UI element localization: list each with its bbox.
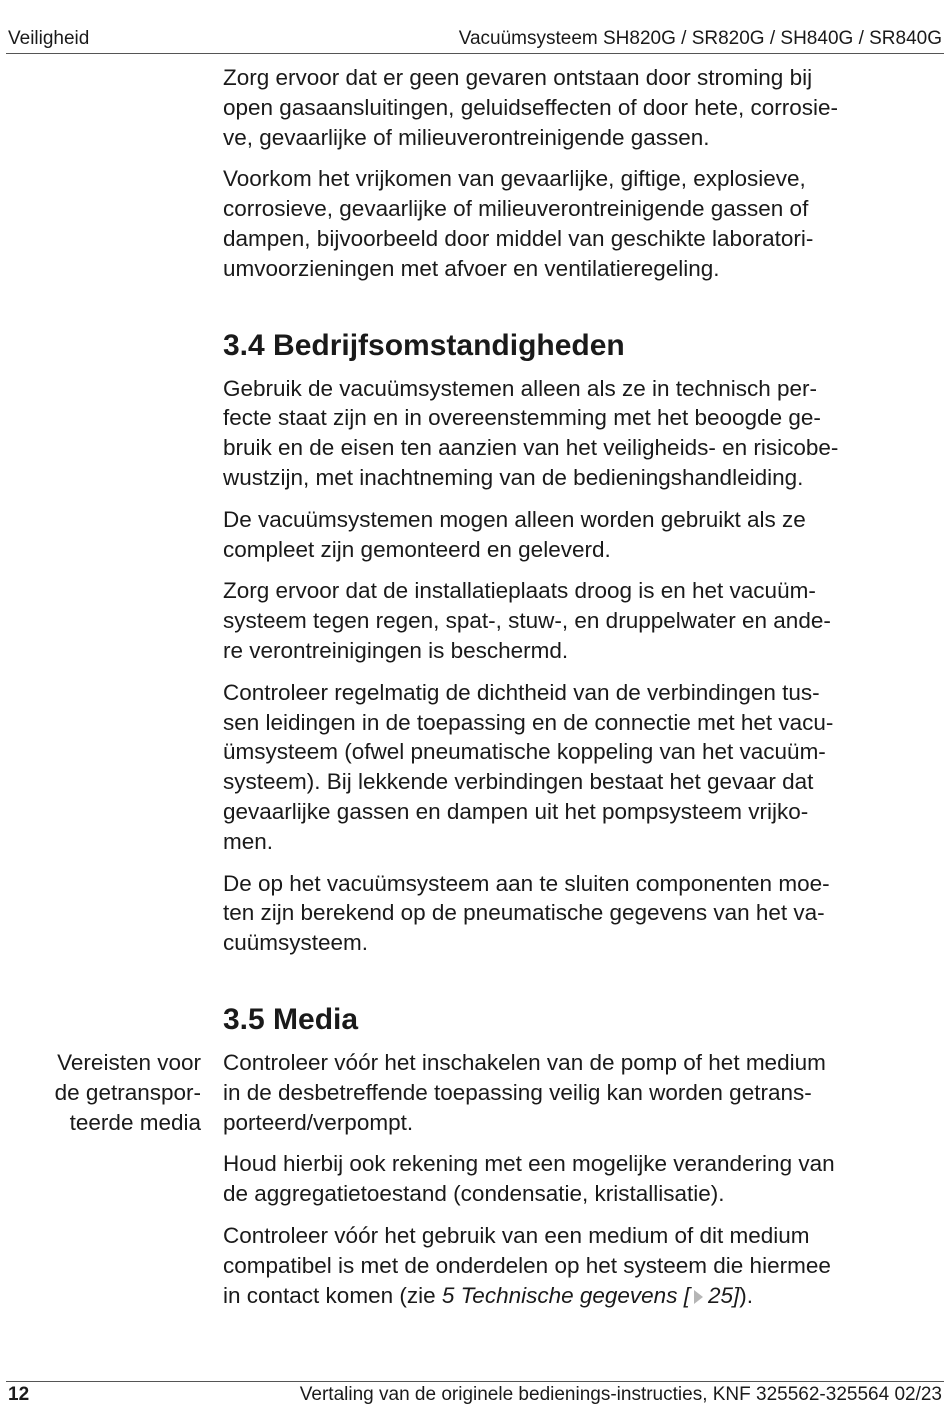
intro-paragraph: Voorkom het vrijkomen van gevaarlijke, giftige, explosieve, corrosieve, gevaarlijke of milieuverontreinigende gassen of dampen, bijvoorbeeld door middel van geschikte laboratori- umvoorzieningen met afvoer en ventilatieregeling. bbox=[223, 166, 814, 281]
page-content bbox=[223, 63, 935, 1322]
intro-paragraph: Zorg ervoor dat er geen gevaren ontstaan door stroming bij open gasaansluitingen, geluidseffecten of door hete, corrosie- ve, gevaarlijke of milieuverontreinigende gassen. bbox=[223, 65, 839, 150]
section-paragraph: Zorg ervoor dat de installatieplaats droog is en het vacuüm- systeem tegen regen, spat-, stuw-, en druppelwater en ande- re verontreinigingen is beschermd. bbox=[223, 578, 831, 663]
section-paragraph: Controleer regelmatig de dichtheid van de verbindingen tus- sen leidingen in de toepassing en de connectie met het vacu- ümsysteem (ofwel pneumatische koppeling van het vacuüm- systeem). Bij lekkende verbindingen bestaat het gevaar dat gevaarlijke gassen en dampen uit het pompsysteem vrijko- men. bbox=[223, 679, 834, 854]
page-arrow-icon bbox=[694, 1290, 703, 1304]
page-number: 12 bbox=[8, 1384, 30, 1405]
cross-reference-link[interactable]: 5 Technische gegevens [ 25] bbox=[441, 1282, 740, 1308]
section-heading-media: 3.5 Media bbox=[223, 1002, 359, 1036]
margin-note-media-requirements: Vereisten voor de getranspor- teerde media bbox=[54, 1050, 201, 1135]
section-paragraph: De vacuümsystemen mogen alleen worden gebruikt als ze compleet zijn gemonteerd en geleverd. bbox=[223, 506, 806, 562]
section-paragraph: Controleer vóór het gebruik van een medium of dit medium compatibel is met de onderdelen op het systeem die hiermee in contact komen (zie 5 Technische gegevens [ 25]). bbox=[223, 1222, 831, 1308]
section-heading-bedrijfsomstandigheden: 3.4 Bedrijfsomstandigheden bbox=[223, 328, 625, 362]
header-section-title: Veiligheid bbox=[8, 28, 90, 49]
footer-text: Vertaling van de originele bedienings-instructies, KNF 325562-325564 02/23 bbox=[299, 1384, 942, 1405]
footer-divider bbox=[6, 1381, 944, 1382]
header-product-title: Vacuümsysteem SH820G / SR820G / SH840G / SR840G bbox=[458, 28, 942, 49]
header-divider bbox=[6, 53, 944, 54]
section-paragraph: Gebruik de vacuümsystemen alleen als ze in technisch per- fecte staat zijn en in overeenstemming met het beoogde ge- bruik en de eisen ten aanzien van het veiligheids- en risicobe- wustzijn, met inachtneming van de bedieningshandleiding. bbox=[223, 375, 839, 490]
section-paragraph: De op het vacuümsysteem aan te sluiten componenten moe- ten zijn berekend op de pneumatische gegevens van het va- cuümsysteem. bbox=[223, 870, 830, 956]
section-paragraph: Controleer vóór het inschakelen van de pomp of het medium in de desbetreffende toepassing veilig kan worden getrans- porteerd/verpompt. bbox=[223, 1049, 826, 1135]
section-paragraph: Houd hierbij ook rekening met een mogelijke verandering van de aggregatietoestand (condensatie, kristallisatie). bbox=[223, 1151, 835, 1207]
